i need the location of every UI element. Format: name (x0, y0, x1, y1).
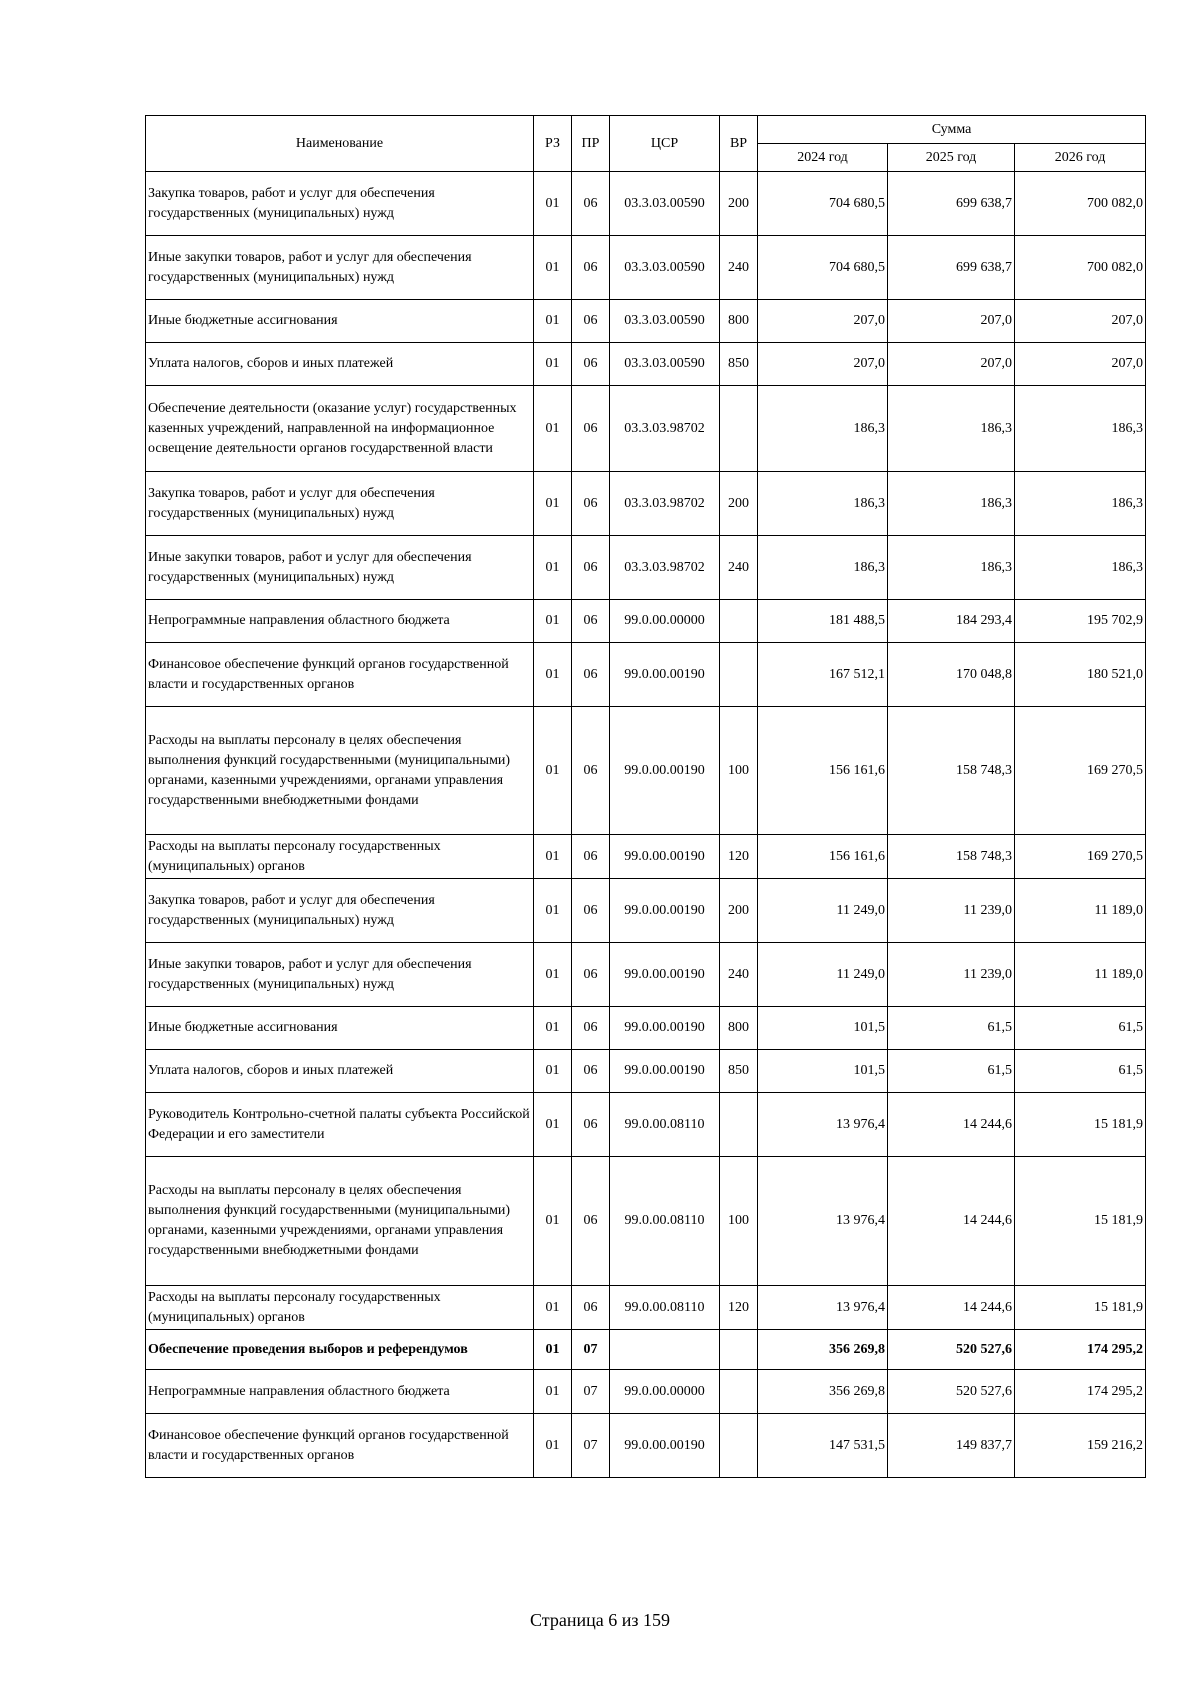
row-vr: 100 (720, 707, 758, 835)
row-vr (720, 1370, 758, 1414)
row-amount-2026: 207,0 (1015, 343, 1146, 386)
row-amount-2026: 180 521,0 (1015, 643, 1146, 707)
row-amount-2024: 156 161,6 (758, 707, 888, 835)
row-amount-2024: 13 976,4 (758, 1157, 888, 1286)
row-name: Иные бюджетные ассигнования (146, 300, 534, 343)
table-row (146, 1286, 1146, 1330)
row-pr: 06 (572, 236, 610, 300)
row-amount-2026: 186,3 (1015, 536, 1146, 600)
row-name: Расходы на выплаты персоналу в целях обеспечения выполнения функций государственными (муниципальными) органами, казенными учреждениями, органами управления государственными внебюджетными фондами (146, 707, 534, 835)
row-amount-2026: 700 082,0 (1015, 172, 1146, 236)
row-rz: 01 (534, 1370, 572, 1414)
row-amount-2024: 207,0 (758, 343, 888, 386)
row-amount-2024: 704 680,5 (758, 172, 888, 236)
row-csr: 03.3.03.98702 (610, 536, 720, 600)
row-name: Расходы на выплаты персоналу государственных (муниципальных) органов (146, 835, 534, 879)
row-name: Иные закупки товаров, работ и услуг для обеспечения государственных (муниципальных) нужд (146, 536, 534, 600)
row-amount-2025: 186,3 (888, 386, 1015, 472)
row-pr: 06 (572, 600, 610, 643)
row-pr: 07 (572, 1370, 610, 1414)
row-amount-2024: 156 161,6 (758, 835, 888, 879)
row-pr: 06 (572, 1007, 610, 1050)
table-row (146, 1007, 1146, 1050)
table-row (146, 536, 1146, 600)
row-pr: 06 (572, 943, 610, 1007)
row-csr: 03.3.03.00590 (610, 236, 720, 300)
table-row (146, 943, 1146, 1007)
table-row (146, 1414, 1146, 1478)
row-name: Непрограммные направления областного бюджета (146, 600, 534, 643)
row-amount-2025: 207,0 (888, 343, 1015, 386)
row-pr: 07 (572, 1414, 610, 1478)
row-csr: 99.0.00.08110 (610, 1286, 720, 1330)
row-amount-2025: 186,3 (888, 536, 1015, 600)
row-pr: 06 (572, 1157, 610, 1286)
row-csr (610, 1330, 720, 1370)
table-row (146, 472, 1146, 536)
table-row (146, 1330, 1146, 1370)
row-name: Непрограммные направления областного бюджета (146, 1370, 534, 1414)
row-rz: 01 (534, 1330, 572, 1370)
row-csr: 99.0.00.00190 (610, 1414, 720, 1478)
row-csr: 99.0.00.00000 (610, 1370, 720, 1414)
row-amount-2024: 356 269,8 (758, 1370, 888, 1414)
row-rz: 01 (534, 600, 572, 643)
row-vr: 800 (720, 1007, 758, 1050)
row-rz: 01 (534, 386, 572, 472)
table-row (146, 707, 1146, 835)
row-pr: 06 (572, 1286, 610, 1330)
row-amount-2024: 11 249,0 (758, 943, 888, 1007)
row-amount-2024: 181 488,5 (758, 600, 888, 643)
row-amount-2024: 101,5 (758, 1050, 888, 1093)
row-amount-2024: 186,3 (758, 536, 888, 600)
row-vr: 120 (720, 835, 758, 879)
row-rz: 01 (534, 707, 572, 835)
row-rz: 01 (534, 1157, 572, 1286)
row-name: Уплата налогов, сборов и иных платежей (146, 343, 534, 386)
table-row (146, 1093, 1146, 1157)
row-amount-2026: 15 181,9 (1015, 1157, 1146, 1286)
row-name: Уплата налогов, сборов и иных платежей (146, 1050, 534, 1093)
row-csr: 99.0.00.08110 (610, 1157, 720, 1286)
row-amount-2026: 11 189,0 (1015, 943, 1146, 1007)
header-csr: ЦСР (610, 116, 720, 172)
row-csr: 99.0.00.00190 (610, 1007, 720, 1050)
row-amount-2024: 101,5 (758, 1007, 888, 1050)
row-vr: 240 (720, 536, 758, 600)
table-row (146, 1157, 1146, 1286)
row-vr: 200 (720, 172, 758, 236)
row-vr (720, 1330, 758, 1370)
row-rz: 01 (534, 879, 572, 943)
table-row (146, 600, 1146, 643)
row-rz: 01 (534, 172, 572, 236)
table-row (146, 1050, 1146, 1093)
row-name: Расходы на выплаты персоналу в целях обеспечения выполнения функций государственными (муниципальными) органами, казенными учреждениями, органами управления государственными внебюджетными фондами (146, 1157, 534, 1286)
header-rz: РЗ (534, 116, 572, 172)
table-row (146, 236, 1146, 300)
row-amount-2026: 159 216,2 (1015, 1414, 1146, 1478)
row-pr: 06 (572, 1093, 610, 1157)
row-amount-2026: 15 181,9 (1015, 1093, 1146, 1157)
row-amount-2026: 61,5 (1015, 1007, 1146, 1050)
row-rz: 01 (534, 1414, 572, 1478)
row-vr: 120 (720, 1286, 758, 1330)
row-amount-2024: 11 249,0 (758, 879, 888, 943)
row-vr (720, 643, 758, 707)
row-amount-2025: 61,5 (888, 1007, 1015, 1050)
row-amount-2026: 169 270,5 (1015, 707, 1146, 835)
row-name: Иные закупки товаров, работ и услуг для обеспечения государственных (муниципальных) нужд (146, 236, 534, 300)
row-name: Обеспечение деятельности (оказание услуг) государственных казенных учреждений, направленной на информационное освещение деятельности органов государственной власти (146, 386, 534, 472)
row-pr: 06 (572, 879, 610, 943)
header-pr: ПР (572, 116, 610, 172)
row-amount-2026: 174 295,2 (1015, 1370, 1146, 1414)
row-csr: 03.3.03.98702 (610, 386, 720, 472)
row-amount-2024: 147 531,5 (758, 1414, 888, 1478)
row-amount-2025: 699 638,7 (888, 172, 1015, 236)
row-amount-2025: 14 244,6 (888, 1286, 1015, 1330)
table-row (146, 835, 1146, 879)
row-amount-2025: 158 748,3 (888, 835, 1015, 879)
row-vr: 200 (720, 879, 758, 943)
header-sum: Сумма (758, 116, 1146, 144)
row-pr: 06 (572, 835, 610, 879)
row-rz: 01 (534, 236, 572, 300)
row-vr: 100 (720, 1157, 758, 1286)
row-amount-2026: 186,3 (1015, 386, 1146, 472)
row-csr: 03.3.03.98702 (610, 472, 720, 536)
budget-table (145, 115, 1146, 1478)
table-row (146, 343, 1146, 386)
row-pr: 06 (572, 472, 610, 536)
row-rz: 01 (534, 536, 572, 600)
row-amount-2024: 704 680,5 (758, 236, 888, 300)
row-pr: 06 (572, 300, 610, 343)
row-amount-2025: 11 239,0 (888, 879, 1015, 943)
row-amount-2024: 13 976,4 (758, 1286, 888, 1330)
row-vr: 240 (720, 943, 758, 1007)
row-vr (720, 1414, 758, 1478)
row-amount-2024: 13 976,4 (758, 1093, 888, 1157)
row-name: Расходы на выплаты персоналу государственных (муниципальных) органов (146, 1286, 534, 1330)
row-name: Закупка товаров, работ и услуг для обеспечения государственных (муниципальных) нужд (146, 472, 534, 536)
row-amount-2026: 700 082,0 (1015, 236, 1146, 300)
row-vr: 850 (720, 1050, 758, 1093)
row-csr: 03.3.03.00590 (610, 343, 720, 386)
row-rz: 01 (534, 300, 572, 343)
row-csr: 99.0.00.00190 (610, 643, 720, 707)
row-vr: 800 (720, 300, 758, 343)
row-amount-2026: 195 702,9 (1015, 600, 1146, 643)
row-name: Финансовое обеспечение функций органов государственной власти и государственных органов (146, 1414, 534, 1478)
row-rz: 01 (534, 472, 572, 536)
row-csr: 99.0.00.00190 (610, 707, 720, 835)
table-row (146, 172, 1146, 236)
row-pr: 06 (572, 643, 610, 707)
row-csr: 03.3.03.00590 (610, 300, 720, 343)
row-name: Иные закупки товаров, работ и услуг для обеспечения государственных (муниципальных) нужд (146, 943, 534, 1007)
row-name: Закупка товаров, работ и услуг для обеспечения государственных (муниципальных) нужд (146, 879, 534, 943)
row-amount-2025: 158 748,3 (888, 707, 1015, 835)
row-amount-2025: 186,3 (888, 472, 1015, 536)
row-amount-2026: 174 295,2 (1015, 1330, 1146, 1370)
row-name: Иные бюджетные ассигнования (146, 1007, 534, 1050)
row-amount-2026: 61,5 (1015, 1050, 1146, 1093)
row-amount-2025: 207,0 (888, 300, 1015, 343)
row-amount-2025: 699 638,7 (888, 236, 1015, 300)
row-amount-2025: 170 048,8 (888, 643, 1015, 707)
table-row (146, 643, 1146, 707)
row-amount-2025: 14 244,6 (888, 1093, 1015, 1157)
row-amount-2026: 169 270,5 (1015, 835, 1146, 879)
page-number: Страница 6 из 159 (530, 1610, 670, 1630)
row-amount-2026: 15 181,9 (1015, 1286, 1146, 1330)
row-rz: 01 (534, 1093, 572, 1157)
row-vr: 850 (720, 343, 758, 386)
row-pr: 06 (572, 343, 610, 386)
row-amount-2024: 356 269,8 (758, 1330, 888, 1370)
row-vr (720, 386, 758, 472)
row-pr: 06 (572, 386, 610, 472)
row-csr: 99.0.00.00190 (610, 1050, 720, 1093)
row-rz: 01 (534, 1007, 572, 1050)
row-name: Обеспечение проведения выборов и референдумов (146, 1330, 534, 1370)
row-csr: 03.3.03.00590 (610, 172, 720, 236)
header-2026: 2026 год (1015, 144, 1146, 172)
row-amount-2026: 207,0 (1015, 300, 1146, 343)
row-rz: 01 (534, 943, 572, 1007)
row-vr: 200 (720, 472, 758, 536)
row-rz: 01 (534, 1050, 572, 1093)
row-pr: 06 (572, 536, 610, 600)
table-body (146, 172, 1146, 1478)
row-csr: 99.0.00.00190 (610, 835, 720, 879)
row-amount-2025: 14 244,6 (888, 1157, 1015, 1286)
table-row (146, 1370, 1146, 1414)
table-row (146, 386, 1146, 472)
header-2025: 2025 год (888, 144, 1015, 172)
row-amount-2025: 11 239,0 (888, 943, 1015, 1007)
row-pr: 07 (572, 1330, 610, 1370)
table-row (146, 300, 1146, 343)
header-name: Наименование (146, 116, 534, 172)
row-csr: 99.0.00.00000 (610, 600, 720, 643)
row-pr: 06 (572, 1050, 610, 1093)
row-rz: 01 (534, 1286, 572, 1330)
row-amount-2025: 61,5 (888, 1050, 1015, 1093)
row-csr: 99.0.00.00190 (610, 943, 720, 1007)
row-amount-2026: 11 189,0 (1015, 879, 1146, 943)
row-name: Руководитель Контрольно-счетной палаты субъекта Российской Федерации и его заместители (146, 1093, 534, 1157)
row-amount-2025: 520 527,6 (888, 1370, 1015, 1414)
row-pr: 06 (572, 707, 610, 835)
row-csr: 99.0.00.08110 (610, 1093, 720, 1157)
row-vr: 240 (720, 236, 758, 300)
header-2024: 2024 год (758, 144, 888, 172)
row-amount-2025: 520 527,6 (888, 1330, 1015, 1370)
row-amount-2024: 186,3 (758, 472, 888, 536)
row-name: Закупка товаров, работ и услуг для обеспечения государственных (муниципальных) нужд (146, 172, 534, 236)
row-amount-2026: 186,3 (1015, 472, 1146, 536)
row-amount-2024: 207,0 (758, 300, 888, 343)
row-vr (720, 1093, 758, 1157)
row-amount-2024: 186,3 (758, 386, 888, 472)
header-vr: ВР (720, 116, 758, 172)
row-name: Финансовое обеспечение функций органов государственной власти и государственных органов (146, 643, 534, 707)
table-row (146, 879, 1146, 943)
row-rz: 01 (534, 343, 572, 386)
row-vr (720, 600, 758, 643)
row-amount-2025: 184 293,4 (888, 600, 1015, 643)
row-amount-2024: 167 512,1 (758, 643, 888, 707)
row-pr: 06 (572, 172, 610, 236)
row-rz: 01 (534, 643, 572, 707)
row-rz: 01 (534, 835, 572, 879)
row-csr: 99.0.00.00190 (610, 879, 720, 943)
row-amount-2025: 149 837,7 (888, 1414, 1015, 1478)
